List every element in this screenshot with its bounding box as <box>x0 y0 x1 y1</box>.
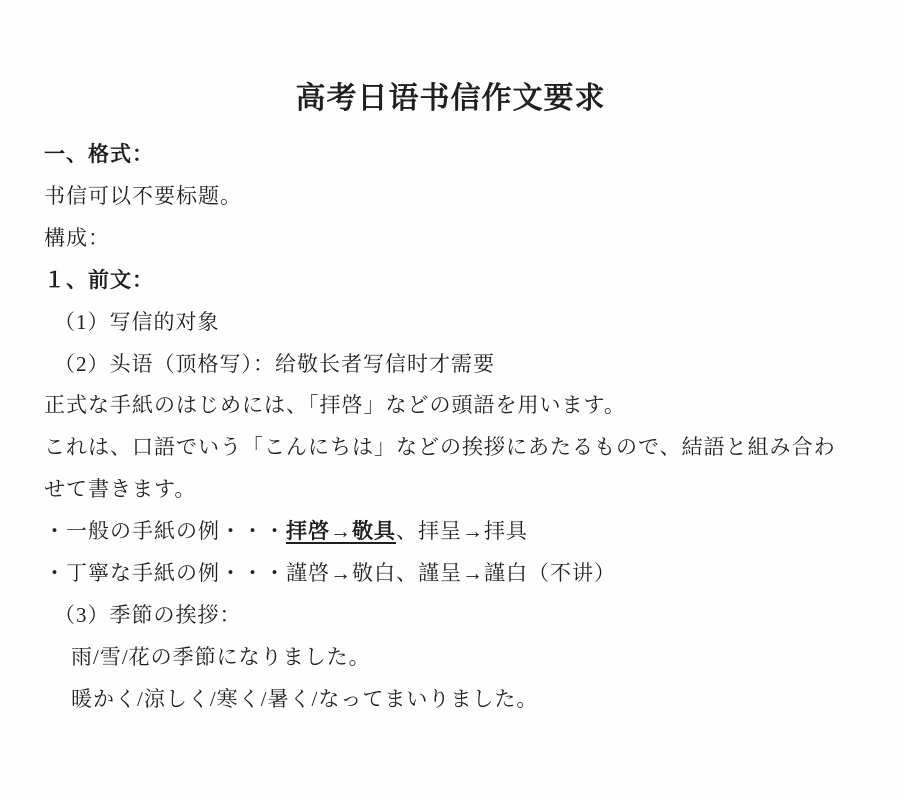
heading-format-section: 一、格式： <box>44 142 154 166</box>
explain-paragraph-line-3: せて書きます。 <box>44 477 197 502</box>
label-composition: 構成： <box>44 225 110 250</box>
note-no-title: 书信可以不要标题。 <box>44 183 242 208</box>
greeting-example-2: 暖かく/涼しく/寒く/暑く/なってまいりました。 <box>71 686 539 711</box>
greeting-example-1: 雨/雪/花の季節になりました。 <box>71 644 371 669</box>
item-salutation: （2）头语（顶格写）：给敬长者写信时才需要 <box>54 351 495 376</box>
item-seasonal-greeting: （3）季節の挨拶： <box>54 602 242 627</box>
item-recipient: （1）写信的对象 <box>54 309 220 334</box>
example-general-emphasis: 拝啓→敬具 <box>286 519 396 544</box>
document-title: 高考日语书信作文要求 <box>295 82 606 115</box>
document-body <box>0 134 901 721</box>
example-general-suffix: 、拝呈→拝具 <box>396 519 528 544</box>
bullet-example-general <box>44 511 865 553</box>
explain-paragraph-line-1: 正式な手紙のはじめには、「拝啓」などの頭語を用います。 <box>44 393 626 418</box>
explain-paragraph-line-2: これは、口語でいう「こんにちは」などの挨拶にあたるもので、結語と組み合わ <box>44 435 836 460</box>
heading-zenbun-section: １、前文： <box>44 267 154 292</box>
example-general-prefix: ・一般の手紙の例・・・ <box>44 519 286 544</box>
bullet-example-polite: ・丁寧な手紙の例・・・謹啓→敬白、謹呈→謹白（不讲） <box>44 561 616 586</box>
